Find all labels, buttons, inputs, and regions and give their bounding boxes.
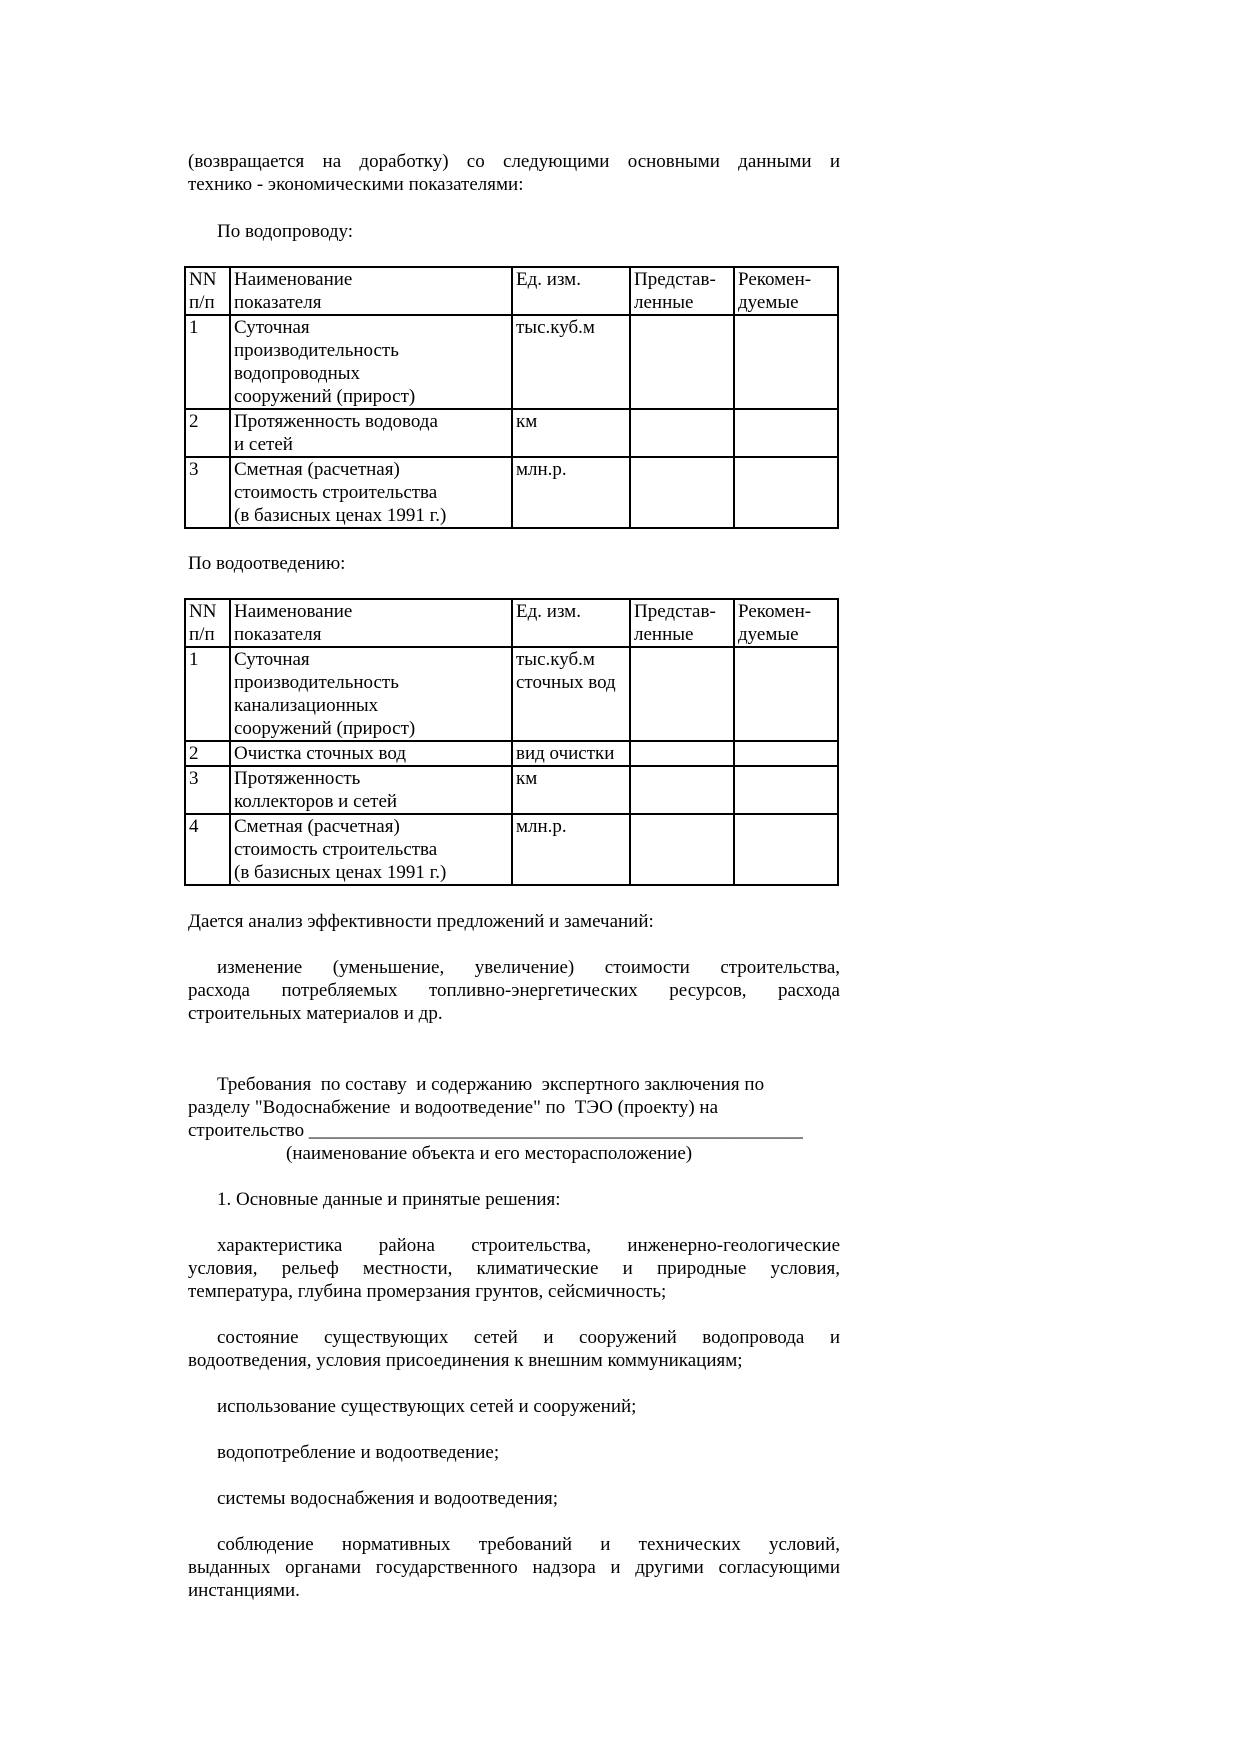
cell-recommended (734, 766, 838, 814)
cell-name: Протяженность водовода и сетей (230, 409, 512, 457)
header-name: Наименование показателя (230, 599, 512, 647)
cell-name: Сметная (расчетная) стоимость строительства (в базисных ценах 1991 г.) (230, 457, 512, 528)
table-row (185, 409, 838, 457)
table-row (185, 315, 838, 409)
cell-recommended (734, 647, 838, 741)
section-1-p1: характеристика района строительства, инженерно-геологические условия, рельеф местности, климатические и природные условия, температура, глубина промерзания грунтов, сейсмичность; (188, 1235, 840, 1302)
header-presented: Представ- ленные (630, 599, 734, 647)
cell-recommended (734, 409, 838, 457)
cell-name: Суточная производительность водопроводных сооружений (прирост) (230, 315, 512, 409)
section-1-p5: системы водоснабжения и водоотведения; (217, 1488, 559, 1509)
cell-unit: тыс.куб.м (512, 315, 630, 409)
cell-presented (630, 647, 734, 741)
cell-unit: вид очистки (512, 741, 630, 766)
header-recommended: Рекомен- дуемые (734, 599, 838, 647)
cell-unit: млн.р. (512, 457, 630, 528)
cell-num: 2 (185, 741, 230, 766)
analysis-line: Дается анализ эффективности предложений и замечаний: (188, 911, 654, 932)
cell-unit: км (512, 409, 630, 457)
water-supply-table-wrap (184, 266, 836, 529)
requirements-line-2: разделу "Водоснабжение и водоотведение" по ТЭО (проекту) на (188, 1097, 718, 1118)
cell-recommended (734, 457, 838, 528)
cell-num: 4 (185, 814, 230, 885)
section-1-p6: соблюдение нормативных требований и технических условий, выданных органами государственного надзора и другими согласующими инстанциями. (188, 1534, 840, 1601)
requirements-line-3: строительство ____________________________________________________ (188, 1120, 803, 1141)
header-num: NN п/п (185, 599, 230, 647)
cell-presented (630, 409, 734, 457)
section-1-p4: водопотребление и водоотведение; (217, 1442, 500, 1463)
analysis-line-3: строительных материалов и др. (188, 1003, 443, 1024)
section-1-title: 1. Основные данные и принятые решения: (217, 1189, 561, 1210)
table-header-row (185, 599, 838, 647)
water-supply-heading: По водопроводу: (217, 221, 354, 242)
cell-name: Сметная (расчетная) стоимость строительства (в базисных ценах 1991 г.) (230, 814, 512, 885)
section-1-p2: состояние существующих сетей и сооружений водопровода и водоотведения, условия присоединения к внешним коммуникациям; (188, 1327, 840, 1371)
header-presented: Представ- ленные (630, 267, 734, 315)
header-unit: Ед. изм. (512, 267, 630, 315)
cell-num: 1 (185, 647, 230, 741)
cell-presented (630, 766, 734, 814)
section-1-p3: использование существующих сетей и сооружений; (217, 1396, 637, 1417)
intro-line-1: (возвращается на доработку) со следующими основными данными и (188, 151, 840, 172)
cell-recommended (734, 814, 838, 885)
cell-unit: млн.р. (512, 814, 630, 885)
sewerage-table (184, 598, 839, 886)
cell-recommended (734, 315, 838, 409)
intro-paragraph (188, 150, 840, 196)
header-recommended: Рекомен- дуемые (734, 267, 838, 315)
analysis-paragraph (188, 956, 840, 1025)
cell-presented (630, 315, 734, 409)
cell-unit: км (512, 766, 630, 814)
table-row (185, 814, 838, 885)
header-unit: Ед. изм. (512, 599, 630, 647)
sewerage-table-wrap (184, 598, 836, 886)
requirements-caption: (наименование объекта и его месторасположение) (286, 1143, 693, 1164)
cell-presented (630, 741, 734, 766)
table-row (185, 647, 838, 741)
requirements-line-1: Требования по составу и содержанию экспертного заключения по (217, 1074, 765, 1095)
analysis-line-2: расхода потребляемых топливно-энергетических ресурсов, расхода (188, 980, 840, 1001)
cell-num: 1 (185, 315, 230, 409)
table-row (185, 741, 838, 766)
water-supply-table (184, 266, 839, 529)
cell-presented (630, 457, 734, 528)
cell-unit: тыс.куб.м сточных вод (512, 647, 630, 741)
intro-line-2: технико - экономическими показателями: (188, 174, 524, 195)
requirements-block (188, 1073, 888, 1165)
cell-name: Суточная производительность канализационных сооружений (прирост) (230, 647, 512, 741)
header-name: Наименование показателя (230, 267, 512, 315)
sewerage-heading: По водоотведению: (188, 553, 346, 574)
table-row (185, 766, 838, 814)
analysis-line-1: изменение (уменьшение, увеличение) стоимости строительства, (217, 957, 840, 978)
table-header-row (185, 267, 838, 315)
cell-num: 3 (185, 457, 230, 528)
cell-num: 3 (185, 766, 230, 814)
table-row (185, 457, 838, 528)
cell-name: Протяженность коллекторов и сетей (230, 766, 512, 814)
cell-presented (630, 814, 734, 885)
header-num: NN п/п (185, 267, 230, 315)
cell-num: 2 (185, 409, 230, 457)
cell-name: Очистка сточных вод (230, 741, 512, 766)
cell-recommended (734, 741, 838, 766)
